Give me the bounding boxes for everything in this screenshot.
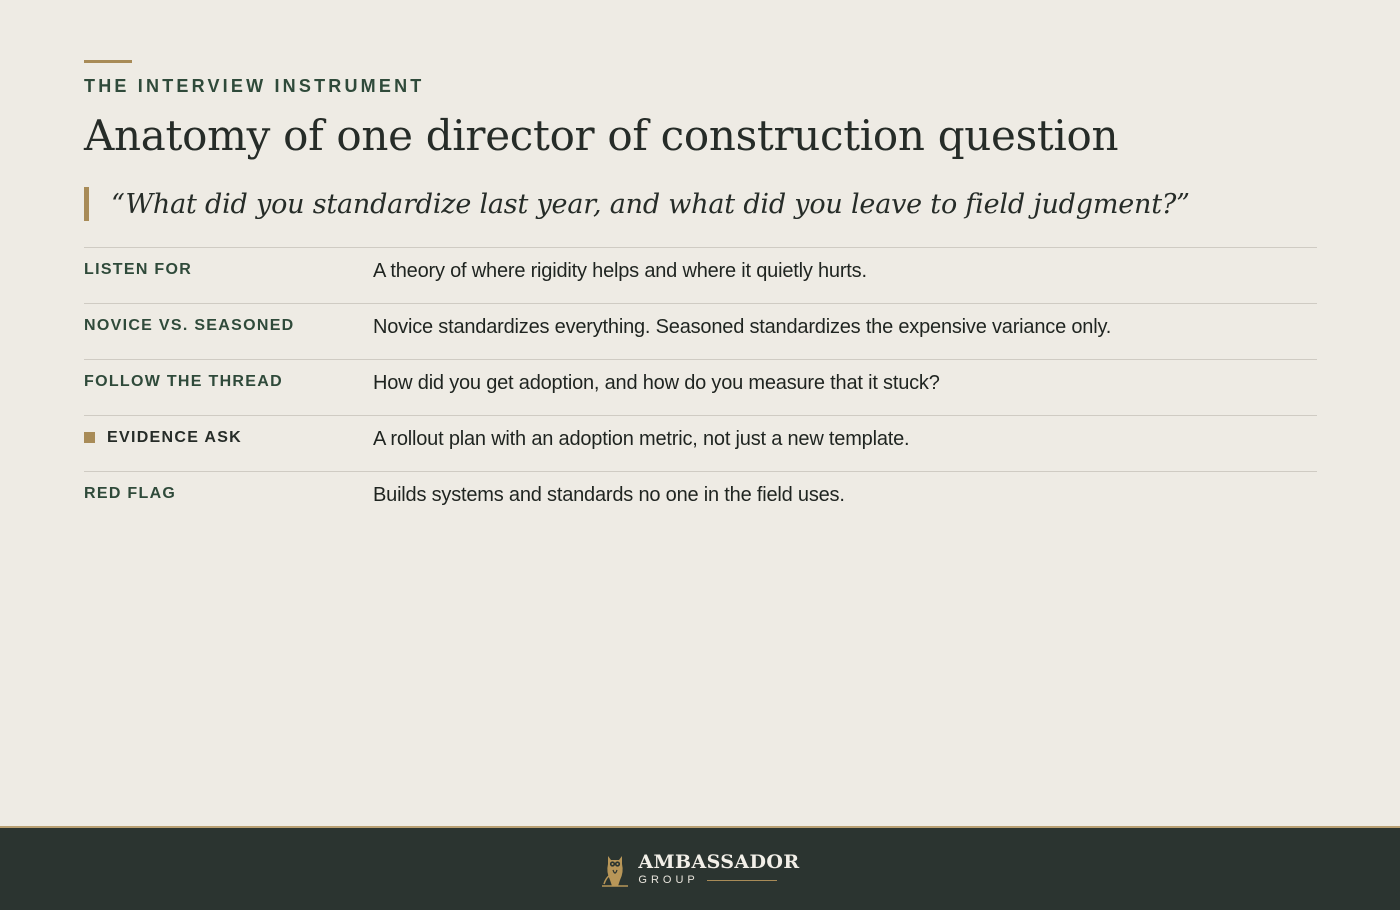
table-row xyxy=(84,360,1317,416)
brand-name: AMBASSADOR xyxy=(638,851,800,873)
question-quote: “What did you standardize last year, and what did you leave to field judgment?” xyxy=(84,187,1317,221)
square-marker-icon xyxy=(84,432,95,443)
row-value: Novice standardizes everything. Seasoned standardizes the expensive variance only. xyxy=(373,316,1112,338)
question-anatomy-table xyxy=(84,247,1317,528)
row-label: LISTEN FOR xyxy=(84,261,193,278)
owl-icon xyxy=(600,850,630,888)
slide-content xyxy=(84,60,1317,528)
row-label: FOLLOW THE THREAD xyxy=(84,373,283,390)
brand-underline xyxy=(707,880,777,881)
table-row xyxy=(84,472,1317,528)
row-value: How did you get adoption, and how do you measure that it stuck? xyxy=(373,372,940,394)
page-title: Anatomy of one director of construction question xyxy=(84,111,1119,160)
row-value: A rollout plan with an adoption metric, not just a new template. xyxy=(373,428,910,450)
table-row xyxy=(84,248,1317,304)
eyebrow-label: THE INTERVIEW INSTRUMENT xyxy=(84,76,425,96)
table-row-highlighted xyxy=(84,416,1317,472)
table-row xyxy=(84,304,1317,360)
brand-subtitle: GROUP xyxy=(638,874,699,886)
accent-rule xyxy=(84,60,132,63)
row-label: NOVICE VS. SEASONED xyxy=(84,317,295,334)
row-label-highlighted xyxy=(84,416,373,471)
row-label-text: EVIDENCE ASK xyxy=(107,429,243,446)
row-value: A theory of where rigidity helps and where it quietly hurts. xyxy=(373,260,867,282)
footer-bar xyxy=(0,826,1400,910)
row-label: RED FLAG xyxy=(84,485,177,502)
row-value: Builds systems and standards no one in the field uses. xyxy=(373,484,845,506)
brand-logo xyxy=(600,850,799,888)
